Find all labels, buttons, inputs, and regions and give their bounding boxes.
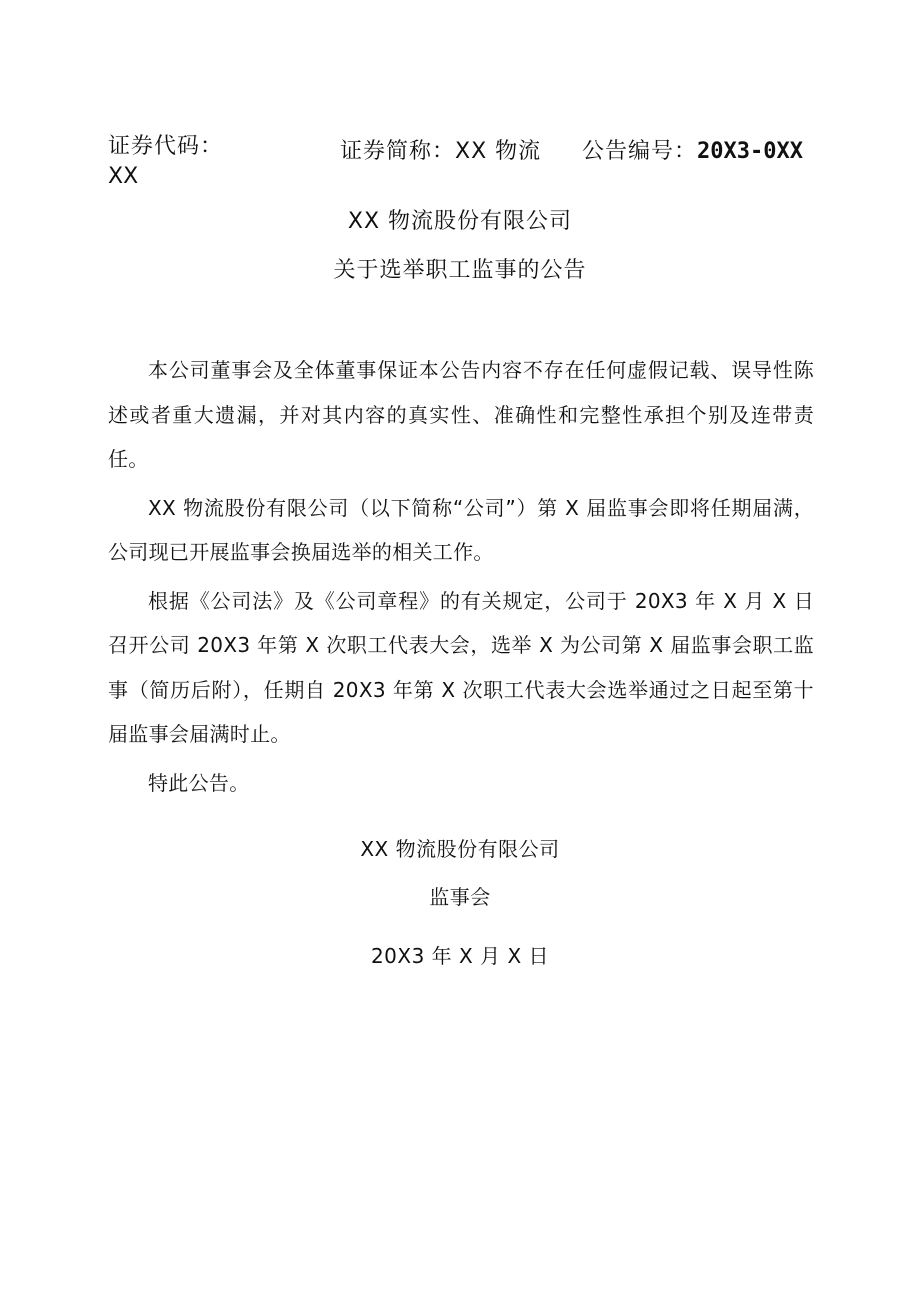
body-paragraph-4: 特此公告。 [148,770,250,795]
body-paragraph-2: XX 物流股份有限公司（以下简称“公司”）第 X 届监事会即将任期届满，公司现已开展监事会换届选举的相关工作。 [108,495,814,564]
announcement-header [108,132,816,192]
securities-code-value: XX [108,164,139,189]
signature-company: XX 物流股份有限公司 [360,837,560,861]
body-paragraph-1: 本公司董事会及全体董事保证本公告内容不存在任何虚假记载、误导性陈述或者重大遗漏，并对其内容的真实性、准确性和完整性承担个别及连带责任。 [108,358,814,471]
company-title: XX 物流股份有限公司 [347,209,573,234]
signature-board: 监事会 [429,885,491,909]
body-paragraph-3: 根据《公司法》及《公司章程》的有关规定，公司于 20X3 年 X 月 X 日召开公司 20X3 年第 X 次职工代表大会，选举 X 为公司第 X 届监事会职工监事（简历后附），任期自 20X3 年第 X 次职工代表大会选举通过之日起至第十届监事会届满时止。 [108,588,814,746]
announcement-number-label: 公告编号： [582,139,698,164]
signature-date: 20X3 年 X 月 X 日 [370,944,550,968]
securities-code-label: 证券代码： [108,134,224,159]
announcement-number-value: 20X3-0XX [697,139,803,164]
announcement-body [108,348,814,809]
announcement-subject: 关于选举职工监事的公告 [333,258,587,283]
securities-short-name: 证券简称：XX 物流 [340,139,542,164]
announcement-number [582,137,803,167]
